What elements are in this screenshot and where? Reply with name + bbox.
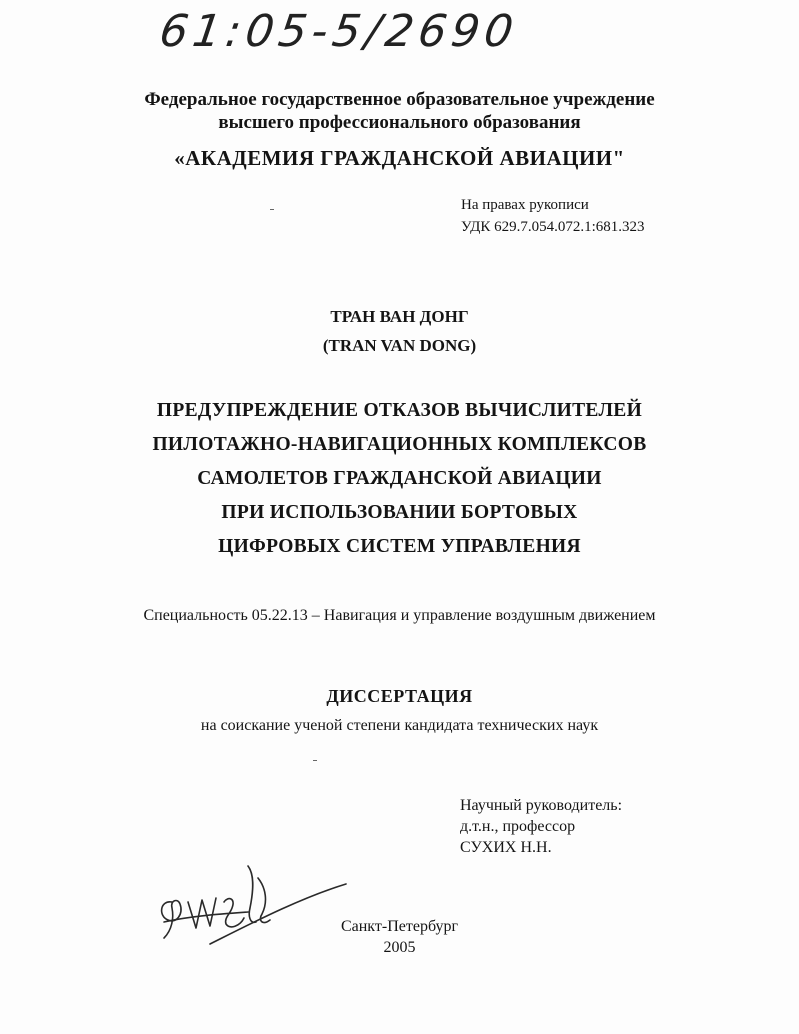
title-line: ПРЕДУПРЕЖДЕНИЕ ОТКАЗОВ ВЫЧИСЛИТЕЛЕЙ	[156, 400, 643, 421]
advisor-block	[460, 795, 622, 858]
handwritten-archive-number: 61:05-5/2690	[156, 6, 522, 57]
institution-line-1: Федеральное государственное образовательное учреждение	[144, 89, 655, 110]
dissertation-heading: ДИССЕРТАЦИЯ	[326, 686, 473, 706]
dissertation-subtitle: на соискание ученой степени кандидата технических наук	[200, 717, 599, 734]
advisor-name: СУХИХ Н.Н.	[460, 839, 552, 856]
dissertation-title	[0, 394, 799, 564]
scan-speck	[313, 760, 317, 761]
advisor-label: Научный руководитель:	[460, 797, 623, 814]
author-name-ru: ТРАН ВАН ДОНГ	[330, 307, 469, 326]
place-and-year	[0, 916, 799, 958]
city: Санкт-Петербург	[340, 918, 459, 935]
manuscript-rights: На правах рукописи	[461, 197, 589, 213]
title-line: ПИЛОТАЖНО-НАВИГАЦИОННЫХ КОМПЛЕКСОВ	[152, 434, 647, 455]
title-line: ЦИФРОВЫХ СИСТЕМ УПРАВЛЕНИЯ	[218, 536, 581, 557]
specialty: Специальность 05.22.13 – Навигация и управление воздушным движением	[143, 607, 656, 624]
advisor-degree: д.т.н., профессор	[460, 818, 576, 835]
academy-name: «АКАДЕМИЯ ГРАЖДАНСКОЙ АВИАЦИИ"	[174, 146, 625, 170]
year: 2005	[383, 939, 416, 956]
udc-code: УДК 629.7.054.072.1:681.323	[461, 219, 645, 235]
institution-line-2: высшего профессионального образования	[218, 112, 581, 133]
title-line: ПРИ ИСПОЛЬЗОВАНИИ БОРТОВЫХ	[221, 502, 578, 523]
author-name-en: (TRAN VAN DONG)	[322, 336, 477, 355]
scan-speck	[270, 209, 274, 210]
title-line: САМОЛЕТОВ ГРАЖДАНСКОЙ АВИАЦИИ	[197, 468, 602, 489]
signature-stroke	[248, 866, 256, 922]
